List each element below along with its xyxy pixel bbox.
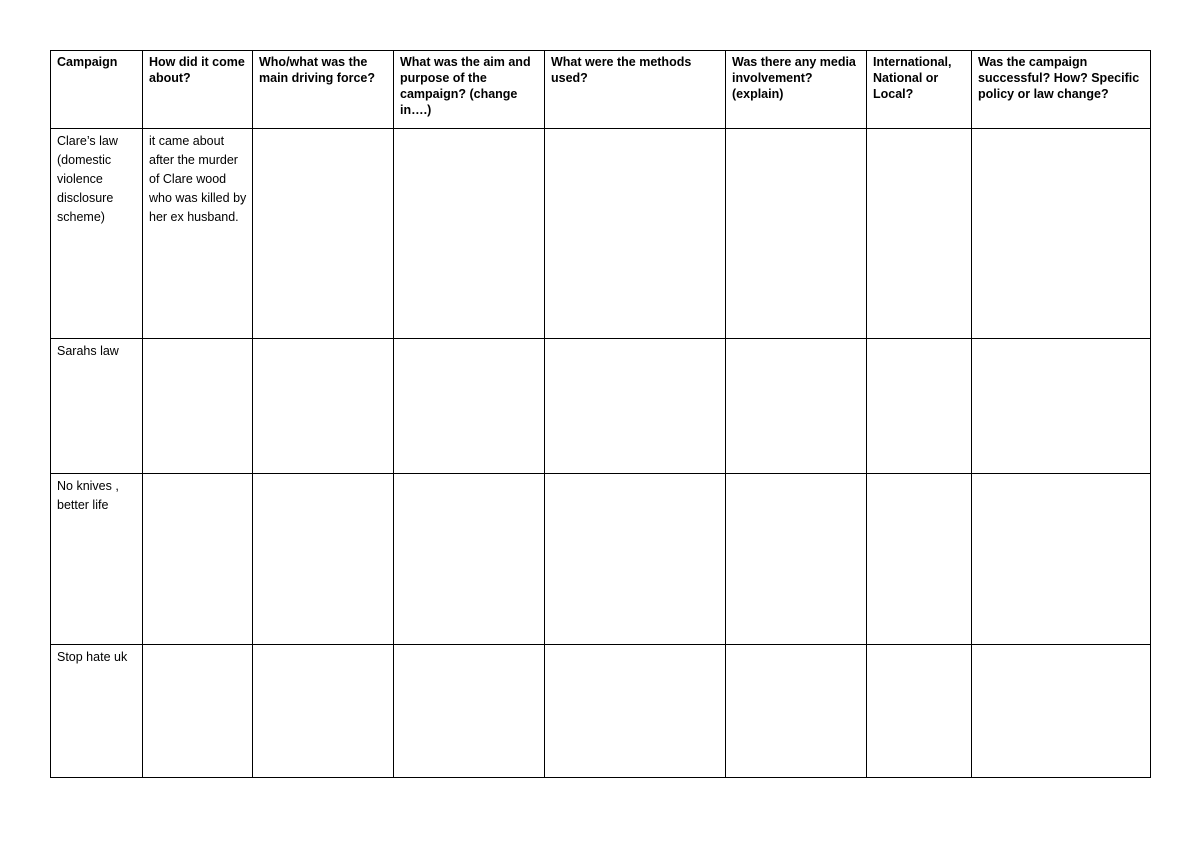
cell-aim (394, 129, 545, 339)
cell-success (972, 129, 1151, 339)
cell-who (253, 129, 394, 339)
cell-scope (867, 129, 972, 339)
cell-media (726, 645, 867, 778)
header-how-did-it-come-about: How did it come about? (143, 51, 253, 129)
cell-success (972, 474, 1151, 645)
header-success: Was the campaign successful? How? Specific policy or law change? (972, 51, 1151, 129)
cell-how (143, 474, 253, 645)
table-row (51, 474, 1151, 645)
campaign-worksheet-table (50, 50, 1151, 778)
cell-media (726, 474, 867, 645)
cell-success (972, 339, 1151, 474)
header-scope: International, National or Local? (867, 51, 972, 129)
cell-aim (394, 474, 545, 645)
cell-who (253, 339, 394, 474)
header-main-driving-force: Who/what was the main driving force? (253, 51, 394, 129)
header-aim-and-purpose: What was the aim and purpose of the campaign? (change in….) (394, 51, 545, 129)
cell-methods (545, 129, 726, 339)
cell-success (972, 645, 1151, 778)
cell-scope (867, 339, 972, 474)
cell-how (143, 645, 253, 778)
cell-campaign: No knives , better life (51, 474, 143, 645)
cell-methods (545, 645, 726, 778)
table-row (51, 339, 1151, 474)
cell-scope (867, 645, 972, 778)
cell-methods (545, 474, 726, 645)
cell-how: it came about after the murder of Clare wood who was killed by her ex husband. (143, 129, 253, 339)
cell-media (726, 129, 867, 339)
cell-media (726, 339, 867, 474)
cell-aim (394, 339, 545, 474)
table-row (51, 645, 1151, 778)
cell-who (253, 474, 394, 645)
cell-campaign: Stop hate uk (51, 645, 143, 778)
table-header-row (51, 51, 1151, 129)
cell-aim (394, 645, 545, 778)
header-campaign: Campaign (51, 51, 143, 129)
cell-methods (545, 339, 726, 474)
cell-how (143, 339, 253, 474)
cell-campaign: Sarahs law (51, 339, 143, 474)
header-media-involvement: Was there any media involvement? (explain) (726, 51, 867, 129)
cell-campaign: Clare’s law (domestic violence disclosure scheme) (51, 129, 143, 339)
header-methods-used: What were the methods used? (545, 51, 726, 129)
table-row (51, 129, 1151, 339)
cell-who (253, 645, 394, 778)
cell-scope (867, 474, 972, 645)
